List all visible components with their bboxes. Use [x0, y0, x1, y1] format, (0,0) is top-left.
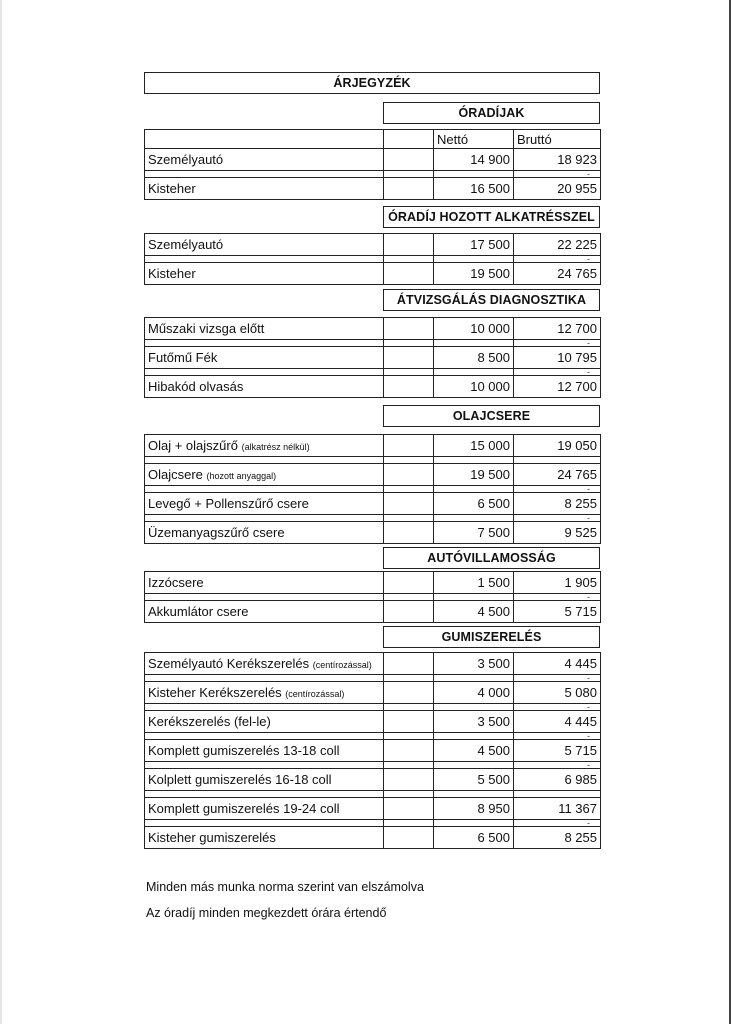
empty-cell	[384, 178, 434, 200]
spacer-cell	[145, 704, 384, 711]
spacer-cell	[145, 594, 384, 601]
spacer-row	[145, 515, 601, 522]
footer-note: Az óradíj minden megkezdett órára értendő	[146, 906, 387, 920]
spacer-cell	[145, 457, 384, 464]
net-price: 8 950	[434, 798, 514, 820]
spacer-cell	[384, 675, 434, 682]
spacer-cell	[434, 457, 514, 464]
empty-cell	[384, 601, 434, 623]
table-row	[145, 653, 601, 675]
empty-cell	[384, 347, 434, 369]
table-row	[145, 601, 601, 623]
net-price: 4 500	[434, 740, 514, 762]
spacer-row	[145, 256, 601, 263]
price-table-oil-change	[144, 434, 601, 544]
spacer-cell	[145, 171, 384, 178]
price-table-hourly-rates	[144, 129, 601, 200]
spacer-cell	[145, 515, 384, 522]
row-label	[145, 435, 384, 457]
net-price: 14 900	[434, 149, 514, 171]
net-price: 1 500	[434, 572, 514, 594]
spacer-cell	[145, 820, 384, 827]
spacer-row	[145, 820, 601, 827]
spacer-row	[145, 594, 601, 601]
gross-price: 6 985	[514, 769, 601, 791]
document-title: ÁRJEGYZÉK	[144, 72, 600, 94]
row-label: Hibakód olvasás	[145, 376, 384, 398]
net-price: 4 500	[434, 601, 514, 623]
empty-cell	[384, 798, 434, 820]
net-price: 4 000	[434, 682, 514, 704]
column-header-row	[145, 130, 601, 149]
spacer-row	[145, 486, 601, 493]
spacer-cell	[145, 369, 384, 376]
spacer-cell	[145, 675, 384, 682]
spacer-cell	[384, 340, 434, 347]
net-price: 3 500	[434, 711, 514, 733]
net-price: 19 500	[434, 464, 514, 486]
spacer-cell	[434, 256, 514, 263]
net-price: 10 000	[434, 376, 514, 398]
column-header-net: Nettó	[434, 130, 514, 149]
row-label-note: (centírozással)	[312, 660, 372, 670]
row-label: Üzemanyagszűrő csere	[145, 522, 384, 544]
spacer-row	[145, 762, 601, 769]
spacer-row	[145, 369, 601, 376]
gross-price: 19 050	[514, 435, 601, 457]
row-label: Komplett gumiszerelés 19-24 coll	[145, 798, 384, 820]
empty-cell	[384, 572, 434, 594]
table-row	[145, 435, 601, 457]
net-price: 16 500	[434, 178, 514, 200]
gap-mark: -	[514, 675, 601, 682]
table-row	[145, 572, 601, 594]
gap-mark: -	[514, 762, 601, 769]
spacer-cell	[434, 704, 514, 711]
table-row	[145, 522, 601, 544]
row-label: Komplett gumiszerelés 13-18 coll	[145, 740, 384, 762]
spacer-row	[145, 457, 601, 464]
spacer-cell	[384, 486, 434, 493]
gross-price: 9 525	[514, 522, 601, 544]
gross-price: 24 765	[514, 263, 601, 285]
spacer-row	[145, 340, 601, 347]
row-label: Kerékszerelés (fel-le)	[145, 711, 384, 733]
spacer-cell	[434, 762, 514, 769]
table-row	[145, 740, 601, 762]
net-price: 7 500	[434, 522, 514, 544]
gap-mark: -	[514, 171, 601, 178]
net-price: 17 500	[434, 234, 514, 256]
net-price: 3 500	[434, 653, 514, 675]
empty-cell	[384, 234, 434, 256]
gross-price: 24 765	[514, 464, 601, 486]
column-header-gross: Bruttó	[514, 130, 601, 149]
header-label-cell	[145, 130, 384, 149]
footer-note: Minden más munka norma szerint van elszámolva	[146, 880, 424, 894]
spacer-cell	[434, 369, 514, 376]
spacer-cell	[434, 820, 514, 827]
spacer-row	[145, 704, 601, 711]
gross-price: 5 080	[514, 682, 601, 704]
table-row	[145, 234, 601, 256]
gap-mark: -	[514, 733, 601, 740]
gross-price: 8 255	[514, 827, 601, 849]
spacer-cell	[384, 256, 434, 263]
gap-mark: -	[514, 256, 601, 263]
spacer-cell	[384, 820, 434, 827]
gross-price: 1 905	[514, 572, 601, 594]
spacer-cell	[384, 594, 434, 601]
net-price: 6 500	[434, 827, 514, 849]
spacer-cell	[514, 791, 601, 798]
spacer-cell	[384, 171, 434, 178]
empty-cell	[384, 435, 434, 457]
table-row	[145, 318, 601, 340]
spacer-cell	[434, 486, 514, 493]
spacer-cell	[434, 515, 514, 522]
spacer-row	[145, 733, 601, 740]
table-row	[145, 769, 601, 791]
section-heading-oil-change: OLAJCSERE	[383, 405, 600, 427]
empty-cell	[384, 522, 434, 544]
table-row	[145, 347, 601, 369]
spacer-cell	[434, 594, 514, 601]
row-label	[145, 464, 384, 486]
gross-price: 18 923	[514, 149, 601, 171]
row-label: Akkumlátor csere	[145, 601, 384, 623]
gross-price: 12 700	[514, 318, 601, 340]
row-label: Kisteher gumiszerelés	[145, 827, 384, 849]
section-heading-own-parts-rate: ÓRADÍJ HOZOTT ALKATRÉSSZEL	[383, 206, 600, 228]
spacer-cell	[145, 340, 384, 347]
spacer-cell	[145, 486, 384, 493]
spacer-cell	[434, 791, 514, 798]
empty-cell	[384, 711, 434, 733]
gross-price: 5 715	[514, 740, 601, 762]
spacer-cell	[384, 515, 434, 522]
spacer-cell	[434, 171, 514, 178]
empty-cell	[384, 376, 434, 398]
spacer-cell	[145, 733, 384, 740]
page-edge	[0, 0, 2, 1024]
gross-price: 8 255	[514, 493, 601, 515]
gross-price: 12 700	[514, 376, 601, 398]
empty-cell	[384, 149, 434, 171]
empty-cell	[384, 653, 434, 675]
spacer-cell	[384, 762, 434, 769]
spacer-row	[145, 171, 601, 178]
table-row	[145, 263, 601, 285]
gross-price: 20 955	[514, 178, 601, 200]
spacer-cell	[145, 256, 384, 263]
row-label: Személyautó	[145, 234, 384, 256]
spacer-cell	[384, 704, 434, 711]
empty-cell	[384, 263, 434, 285]
section-heading-hourly-rates: ÓRADÍJAK	[383, 102, 600, 124]
row-label: Kisteher	[145, 263, 384, 285]
row-label-text: Kisteher Kerékszerelés	[148, 685, 282, 700]
table-row	[145, 682, 601, 704]
row-label: Műszaki vizsga előtt	[145, 318, 384, 340]
spacer-cell	[434, 340, 514, 347]
empty-cell	[384, 464, 434, 486]
section-heading-auto-electrics: AUTÓVILLAMOSSÁG	[383, 547, 600, 569]
row-label: Kolplett gumiszerelés 16-18 coll	[145, 769, 384, 791]
header-empty-cell	[384, 130, 434, 149]
gap-mark: -	[514, 486, 601, 493]
price-table-auto-electrics	[144, 571, 601, 623]
row-label: Személyautó	[145, 149, 384, 171]
gross-price: 4 445	[514, 711, 601, 733]
net-price: 5 500	[434, 769, 514, 791]
price-table-tire-service	[144, 652, 601, 849]
empty-cell	[384, 740, 434, 762]
row-label-text: Olajcsere	[148, 467, 203, 482]
row-label-note: (alkatrész nélkül)	[241, 442, 310, 452]
spacer-cell	[384, 791, 434, 798]
net-price: 10 000	[434, 318, 514, 340]
table-row	[145, 493, 601, 515]
spacer-cell	[514, 457, 601, 464]
gross-price: 22 225	[514, 234, 601, 256]
row-label	[145, 653, 384, 675]
row-label: Levegő + Pollenszűrő csere	[145, 493, 384, 515]
gap-mark: -	[514, 340, 601, 347]
net-price: 6 500	[434, 493, 514, 515]
empty-cell	[384, 318, 434, 340]
row-label-note: (hozott anyaggal)	[206, 471, 277, 481]
gross-price: 10 795	[514, 347, 601, 369]
row-label	[145, 682, 384, 704]
gross-price: 11 367	[514, 798, 601, 820]
table-row	[145, 464, 601, 486]
empty-cell	[384, 827, 434, 849]
price-table-own-parts-rate	[144, 233, 601, 285]
empty-cell	[384, 682, 434, 704]
row-label-text: Olaj + olajszűrő	[148, 438, 238, 453]
table-row	[145, 711, 601, 733]
gap-mark: -	[514, 820, 601, 827]
net-price: 8 500	[434, 347, 514, 369]
price-table-diagnostics	[144, 317, 601, 398]
gap-mark: -	[514, 515, 601, 522]
spacer-row	[145, 791, 601, 798]
spacer-cell	[145, 762, 384, 769]
gross-price: 5 715	[514, 601, 601, 623]
net-price: 15 000	[434, 435, 514, 457]
row-label: Izzócsere	[145, 572, 384, 594]
table-row	[145, 178, 601, 200]
table-row	[145, 798, 601, 820]
empty-cell	[384, 493, 434, 515]
gap-mark: -	[514, 704, 601, 711]
spacer-row	[145, 675, 601, 682]
net-price: 19 500	[434, 263, 514, 285]
table-row	[145, 376, 601, 398]
spacer-cell	[384, 733, 434, 740]
row-label: Futőmű Fék	[145, 347, 384, 369]
section-heading-tire-service: GUMISZERELÉS	[383, 626, 600, 648]
spacer-cell	[434, 675, 514, 682]
row-label-text: Személyautó Kerékszerelés	[148, 656, 310, 671]
spacer-cell	[434, 733, 514, 740]
table-row	[145, 149, 601, 171]
table-row	[145, 827, 601, 849]
spacer-cell	[384, 369, 434, 376]
gap-mark: -	[514, 369, 601, 376]
row-label: Kisteher	[145, 178, 384, 200]
section-heading-diagnostics: ÁTVIZSGÁLÁS DIAGNOSZTIKA	[383, 289, 600, 311]
empty-cell	[384, 769, 434, 791]
spacer-cell	[384, 457, 434, 464]
spacer-cell	[145, 791, 384, 798]
row-label-note: (centírozással)	[285, 689, 345, 699]
gap-mark: -	[514, 594, 601, 601]
gross-price: 4 445	[514, 653, 601, 675]
